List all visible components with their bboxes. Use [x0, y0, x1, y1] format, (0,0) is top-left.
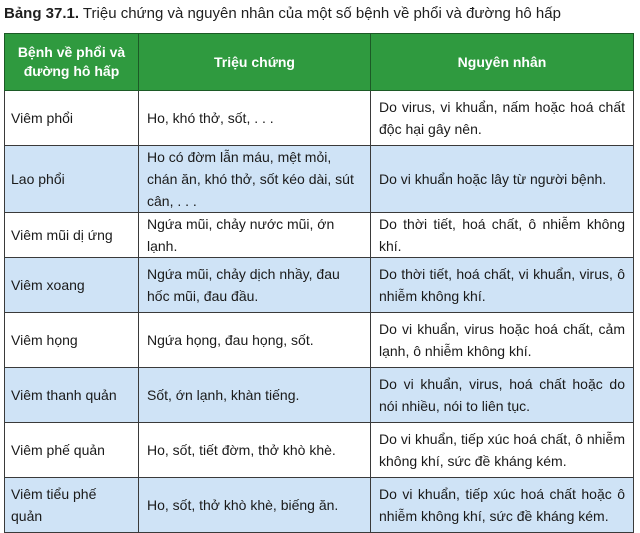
header-disease: Bệnh về phổi và đường hô hấp [5, 34, 139, 91]
table-caption [4, 5, 561, 23]
disease-table [4, 33, 634, 533]
table-row [5, 258, 634, 313]
table-row [5, 313, 634, 368]
table-row [5, 146, 634, 213]
causes-cell: Do vi khuẩn hoặc lây từ người bệnh. [371, 146, 634, 213]
causes-cell: Do vi khuẩn, virus hoặc hoá chất, cảm lạnh, ô nhiễm không khí. [371, 313, 634, 368]
causes-cell: Do virus, vi khuẩn, nấm hoặc hoá chất độc hại gây nên. [371, 91, 634, 146]
disease-cell: Viêm tiểu phế quản [5, 478, 139, 533]
symptoms-cell: Ngứa mũi, chảy dịch nhầy, đau hốc mũi, đau đầu. [139, 258, 371, 313]
table-header-row [5, 34, 634, 91]
symptoms-cell: Sốt, ớn lạnh, khàn tiếng. [139, 368, 371, 423]
disease-cell: Viêm phổi [5, 91, 139, 146]
causes-cell: Do vi khuẩn, virus, hoá chất hoặc do nói nhiều, nói to liên tục. [371, 368, 634, 423]
symptoms-cell: Ho, sốt, tiết đờm, thở khò khè. [139, 423, 371, 478]
symptoms-cell: Ngứa họng, đau họng, sốt. [139, 313, 371, 368]
causes-cell: Do vi khuẩn, tiếp xúc hoá chất, ô nhiễm không khí, sức đề kháng kém. [371, 423, 634, 478]
table-row [5, 91, 634, 146]
table-row [5, 478, 634, 533]
table-row [5, 423, 634, 478]
caption-label: Bảng 37.1. [4, 5, 80, 22]
disease-cell: Viêm mũi dị ứng [5, 213, 139, 258]
symptoms-cell: Ho, khó thở, sốt, . . . [139, 91, 371, 146]
disease-cell: Viêm họng [5, 313, 139, 368]
disease-cell: Viêm phế quản [5, 423, 139, 478]
caption-text: Triệu chứng và nguyên nhân của một số bệnh về phổi và đường hô hấp [79, 5, 561, 22]
disease-cell: Viêm xoang [5, 258, 139, 313]
causes-cell: Do vi khuẩn, tiếp xúc hoá chất hoặc ô nhiễm không khí, sức đề kháng kém. [371, 478, 634, 533]
symptoms-cell: Ngứa mũi, chảy nước mũi, ớn lạnh. [139, 213, 371, 258]
table-row [5, 213, 634, 258]
disease-cell: Viêm thanh quản [5, 368, 139, 423]
header-causes: Nguyên nhân [371, 34, 634, 91]
causes-cell: Do thời tiết, hoá chất, ô nhiễm không khí. [371, 213, 634, 258]
symptoms-cell: Ho có đờm lẫn máu, mệt mỏi, chán ăn, khó thở, sốt kéo dài, sút cân, . . . [139, 146, 371, 213]
disease-cell: Lao phổi [5, 146, 139, 213]
symptoms-cell: Ho, sốt, thở khò khè, biếng ăn. [139, 478, 371, 533]
header-symptoms: Triệu chứng [139, 34, 371, 91]
table-row [5, 368, 634, 423]
causes-cell: Do thời tiết, hoá chất, vi khuẩn, virus, ô nhiễm không khí. [371, 258, 634, 313]
